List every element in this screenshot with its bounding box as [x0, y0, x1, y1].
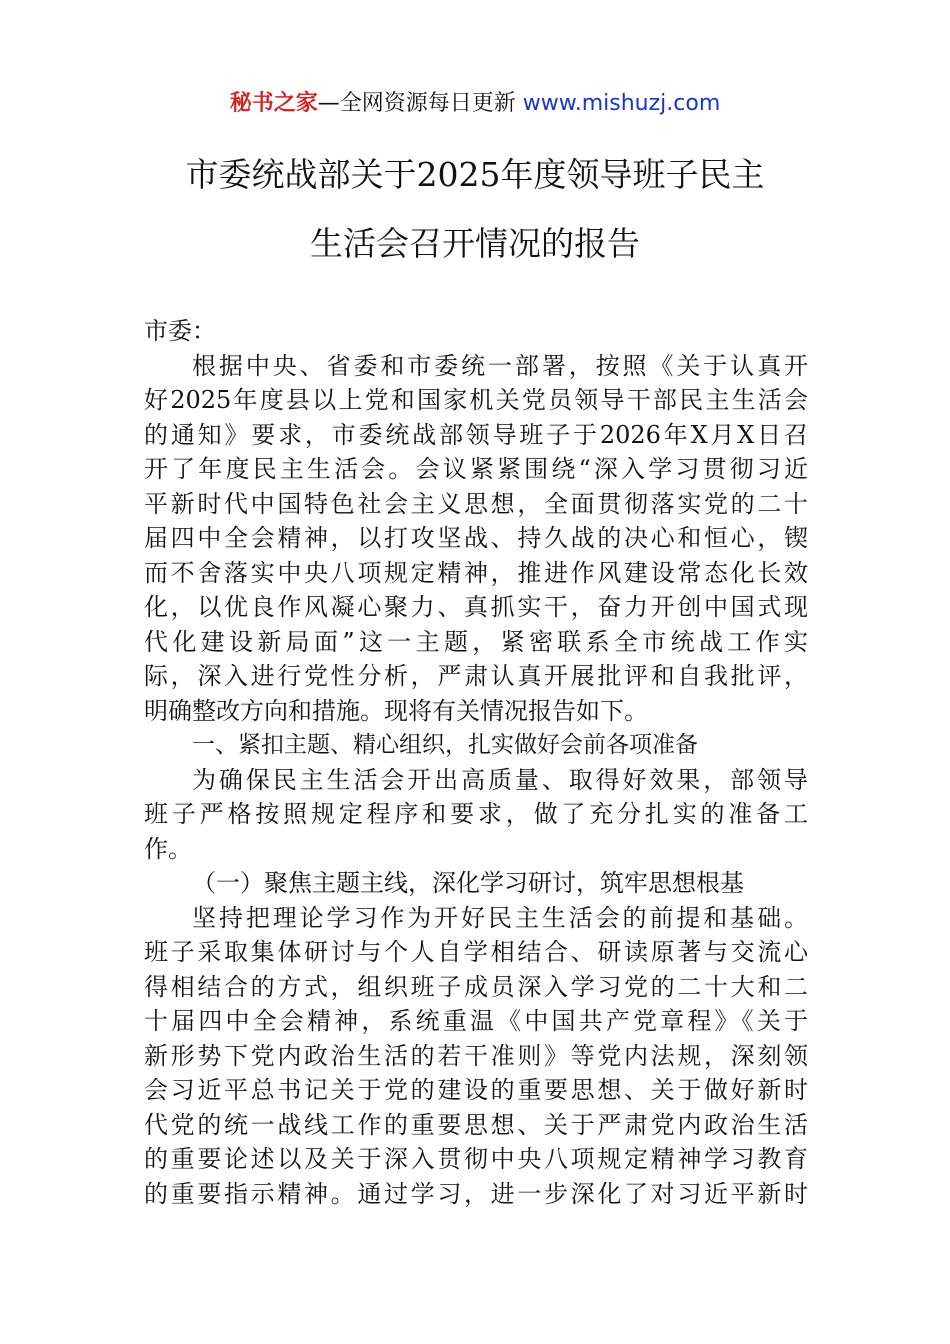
paragraph-line: 的重要指示精神。通过学习，进一步深化了对习近平新时 — [144, 1179, 808, 1208]
paragraph-line: 开了年度民主生活会。会议紧紧围绕“深入学习贯彻习近 — [144, 455, 808, 483]
document-title-line-1: 市委统战部关于2025年度领导班子民主 — [185, 155, 765, 194]
paragraph-line: 作。 — [144, 834, 192, 863]
paragraph-line: 新形势下党内政治生活的若干准则》等党内法规，深刻领 — [144, 1041, 808, 1070]
paragraph-line: 坚持把理论学习作为开好民主生活会的前提和基础。 — [192, 903, 808, 932]
paragraph-line: 的重要论述以及关于深入贯彻中央八项规定精神学习教育 — [144, 1145, 808, 1173]
paragraph-line: 班子采取集体研讨与个人自学相结合、研读原著与交流心 — [144, 938, 808, 966]
paragraph-line: 届四中全会精神，以打攻坚战、持久战的决心和恒心，锲 — [144, 524, 808, 552]
paragraph-line: 明确整改方向和措施。现将有关情况报告如下。 — [144, 696, 648, 725]
paragraph-line: 代化建设新局面”这一主题，紧密联系全市统战工作实 — [144, 627, 808, 656]
paragraph-line: 代党的统一战线工作的重要思想、关于严肃党内政治生活 — [144, 1110, 808, 1139]
section-heading-1: 一、紧扣主题、精心组织，扎实做好会前各项准备 — [192, 732, 698, 758]
site-url-link[interactable]: www.mishuzj.com — [522, 91, 721, 116]
paragraph-line: 的通知》要求，市委统战部领导班子于2026年X月X日召 — [144, 420, 808, 449]
paragraph-line: 好2025年度县以上党和国家机关党员领导干部民主生活会 — [144, 386, 808, 414]
paragraph-line: 得相结合的方式，组织班子成员深入学习党的二十大和二 — [144, 972, 808, 1001]
paragraph-line: 根据中央、省委和市委统一部署，按照《关于认真开 — [192, 351, 808, 380]
paragraph-line: 为确保民主生活会开出高质量、取得好效果，部领导 — [192, 765, 808, 794]
subsection-heading-1: （一）聚焦主题主线，深化学习研讨，筑牢思想根基 — [192, 869, 744, 897]
site-slogan: —全网资源每日更新 — [317, 91, 523, 116]
salutation: 市委： — [144, 317, 216, 345]
paragraph-line: 际，深入进行党性分析，严肃认真开展批评和自我批评， — [144, 662, 808, 690]
paragraph-line: 十届四中全会精神，系统重温《中国共产党章程》《关于 — [144, 1007, 808, 1035]
site-header — [0, 88, 950, 120]
site-name: 秘书之家 — [229, 91, 318, 116]
paragraph-line: 班子严格按照规定程序和要求，做了充分扎实的准备工 — [144, 800, 808, 828]
paragraph-line: 平新时代中国特色社会主义思想，全面贯彻落实党的二十 — [144, 489, 808, 518]
document-title-line-2: 生活会召开情况的报告 — [310, 224, 640, 263]
paragraph-line: 会习近平总书记关于党的建设的重要思想、关于做好新时 — [144, 1076, 808, 1104]
paragraph-line: 而不舍落实中央八项规定精神，推进作风建设常态化长效 — [144, 558, 808, 587]
paragraph-line: 化，以优良作风凝心聚力、真抓实干，奋力开创中国式现 — [144, 593, 808, 621]
